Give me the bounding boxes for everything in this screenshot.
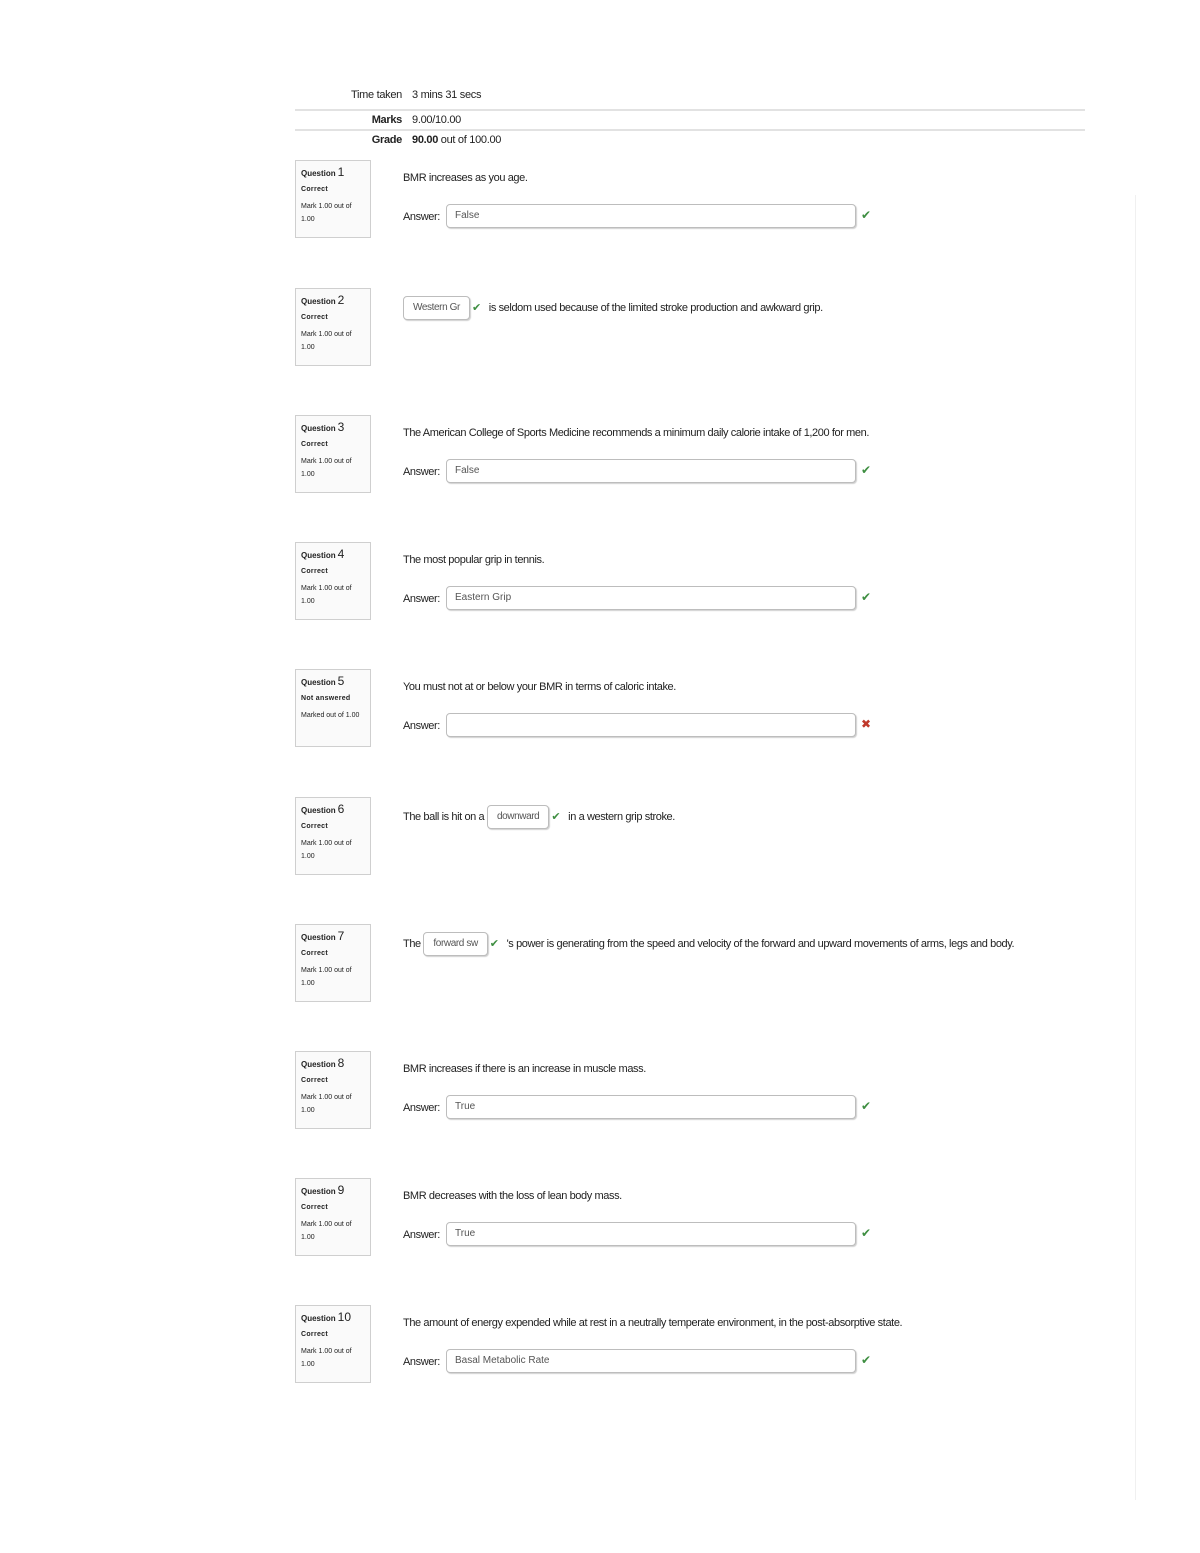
question-number <box>301 549 365 561</box>
question-number <box>301 295 365 307</box>
question-text: You must not at or below your BMR in terms of caloric intake. <box>403 681 676 693</box>
answer-field[interactable]: True <box>446 1095 856 1119</box>
question-mark: Mark 1.00 out of 1.00 <box>301 458 352 478</box>
question-mark: Marked out of 1.00 <box>301 712 360 719</box>
question-info <box>295 797 371 875</box>
question-word: Question <box>301 678 336 687</box>
question-info <box>295 924 371 1002</box>
question-mark: Mark 1.00 out of 1.00 <box>301 203 352 223</box>
question-block <box>295 160 1075 240</box>
answer-label: Answer: <box>403 466 440 478</box>
question-state: Correct <box>301 568 328 575</box>
question-mark: Mark 1.00 out of 1.00 <box>301 1348 352 1368</box>
summary-label: Grade <box>371 134 402 146</box>
summary-marks <box>295 111 1085 131</box>
question-block <box>295 288 1075 368</box>
question-state: Correct <box>301 441 328 448</box>
question-state: Correct <box>301 314 328 321</box>
question-block <box>295 1178 1075 1258</box>
summary-label: Marks <box>371 114 402 126</box>
question-mark: Mark 1.00 out of 1.00 <box>301 967 352 987</box>
question-word: Question <box>301 551 336 560</box>
question-word: Question <box>301 169 336 178</box>
question-word: Question <box>301 1060 336 1069</box>
answer-field[interactable]: False <box>446 459 856 483</box>
summary-grade <box>295 131 1085 149</box>
check-icon: ✔ <box>861 1226 872 1240</box>
question-info <box>295 1305 371 1383</box>
grade-out-of: out of 100.00 <box>438 134 502 146</box>
question-number-value: 2 <box>337 293 345 307</box>
question-number <box>301 804 365 816</box>
question-number-value: 7 <box>337 929 345 943</box>
question-block <box>295 1305 1075 1385</box>
summary-value: 3 mins 31 secs <box>412 89 482 101</box>
question-text <box>403 932 1063 956</box>
question-number-value: 5 <box>337 674 345 688</box>
question-block <box>295 1051 1075 1131</box>
question-number <box>301 676 365 688</box>
answer-blank[interactable]: downward <box>487 805 549 829</box>
question-word: Question <box>301 424 336 433</box>
question-text: BMR increases as you age. <box>403 172 528 184</box>
question-state: Not answered <box>301 695 351 702</box>
question-number <box>301 1312 365 1324</box>
question-text-after: 's power is generating from the speed and velocity of the forward and upward movements of arms, legs and body. <box>506 937 1015 950</box>
question-word: Question <box>301 297 336 306</box>
attempt-summary <box>295 89 1085 149</box>
check-icon: ✔ <box>861 1353 872 1367</box>
summary-value: 9.00/10.00 <box>412 114 461 126</box>
question-block <box>295 669 1075 749</box>
question-number-value: 9 <box>337 1183 345 1197</box>
question-state: Correct <box>301 1077 328 1084</box>
question-block <box>295 542 1075 622</box>
answer-field[interactable] <box>446 713 856 737</box>
question-text-before: The <box>403 937 421 950</box>
question-number-value: 6 <box>337 802 345 816</box>
question-word: Question <box>301 1314 336 1323</box>
check-icon: ✔ <box>861 590 872 604</box>
question-mark: Mark 1.00 out of 1.00 <box>301 840 352 860</box>
question-info <box>295 1051 371 1129</box>
question-state: Correct <box>301 1331 328 1338</box>
question-text-before: The ball is hit on a <box>403 810 485 823</box>
question-word: Question <box>301 1187 336 1196</box>
answer-label: Answer: <box>403 1102 440 1114</box>
question-word: Question <box>301 933 336 942</box>
answer-row <box>403 1095 873 1121</box>
question-info <box>295 669 371 747</box>
question-mark: Mark 1.00 out of 1.00 <box>301 1094 352 1114</box>
answer-row <box>403 586 873 612</box>
question-state: Correct <box>301 823 328 830</box>
question-mark: Mark 1.00 out of 1.00 <box>301 331 352 351</box>
summary-value <box>412 131 501 149</box>
question-state: Correct <box>301 950 328 957</box>
question-block <box>295 924 1075 1004</box>
check-icon: ✔ <box>861 208 872 222</box>
question-number-value: 4 <box>337 547 345 561</box>
question-text: BMR decreases with the loss of lean body mass. <box>403 1190 622 1202</box>
check-icon: ✔ <box>489 938 499 950</box>
answer-row <box>403 713 873 739</box>
question-number-value: 8 <box>337 1056 345 1070</box>
question-mark: Mark 1.00 out of 1.00 <box>301 1221 352 1241</box>
check-icon: ✔ <box>471 302 481 314</box>
question-text: The amount of energy expended while at rest in a neutrally temperate environment, in the post-absorptive state. <box>403 1317 903 1329</box>
question-text-after: in a western grip stroke. <box>568 810 675 823</box>
question-block <box>295 415 1075 495</box>
question-number-value: 1 <box>337 165 345 179</box>
answer-field[interactable]: True <box>446 1222 856 1246</box>
summary-time-taken <box>295 89 1085 111</box>
cross-icon: ✖ <box>861 717 872 731</box>
question-text: BMR increases if there is an increase in muscle mass. <box>403 1063 646 1075</box>
question-state: Correct <box>301 186 328 193</box>
question-number <box>301 422 365 434</box>
answer-row <box>403 459 873 485</box>
answer-blank[interactable]: Western Gr <box>403 296 470 320</box>
check-icon: ✔ <box>551 811 561 823</box>
question-number <box>301 931 365 943</box>
question-state: Correct <box>301 1204 328 1211</box>
question-text <box>403 296 1063 320</box>
question-info <box>295 415 371 493</box>
question-text: The most popular grip in tennis. <box>403 554 545 566</box>
question-number <box>301 167 365 179</box>
answer-label: Answer: <box>403 1356 440 1368</box>
summary-label: Time taken <box>350 89 402 101</box>
answer-label: Answer: <box>403 211 440 223</box>
answer-row <box>403 1222 873 1248</box>
grade-value: 90.00 <box>412 134 439 146</box>
check-icon: ✔ <box>861 463 872 477</box>
answer-field[interactable]: Basal Metabolic Rate <box>446 1349 856 1373</box>
question-info <box>295 1178 371 1256</box>
question-text-after: is seldom used because of the limited stroke production and awkward grip. <box>488 301 823 314</box>
question-number <box>301 1185 365 1197</box>
question-word: Question <box>301 806 336 815</box>
question-info <box>295 160 371 238</box>
question-text <box>403 805 1063 829</box>
question-number <box>301 1058 365 1070</box>
question-number-value: 10 <box>337 1310 352 1324</box>
scrollbar[interactable] <box>1135 195 1146 1500</box>
answer-label: Answer: <box>403 720 440 732</box>
question-info <box>295 542 371 620</box>
check-icon: ✔ <box>861 1099 872 1113</box>
answer-row <box>403 1349 873 1375</box>
answer-label: Answer: <box>403 593 440 605</box>
answer-field[interactable]: False <box>446 204 856 228</box>
answer-field[interactable]: Eastern Grip <box>446 586 856 610</box>
answer-blank[interactable]: forward sw <box>423 932 487 956</box>
question-text: The American College of Sports Medicine recommends a minimum daily calorie intake of 1,200 for men. <box>403 427 870 439</box>
answer-label: Answer: <box>403 1229 440 1241</box>
question-mark: Mark 1.00 out of 1.00 <box>301 585 352 605</box>
question-number-value: 3 <box>337 420 345 434</box>
question-info <box>295 288 371 366</box>
answer-row <box>403 204 873 230</box>
question-block <box>295 797 1075 877</box>
